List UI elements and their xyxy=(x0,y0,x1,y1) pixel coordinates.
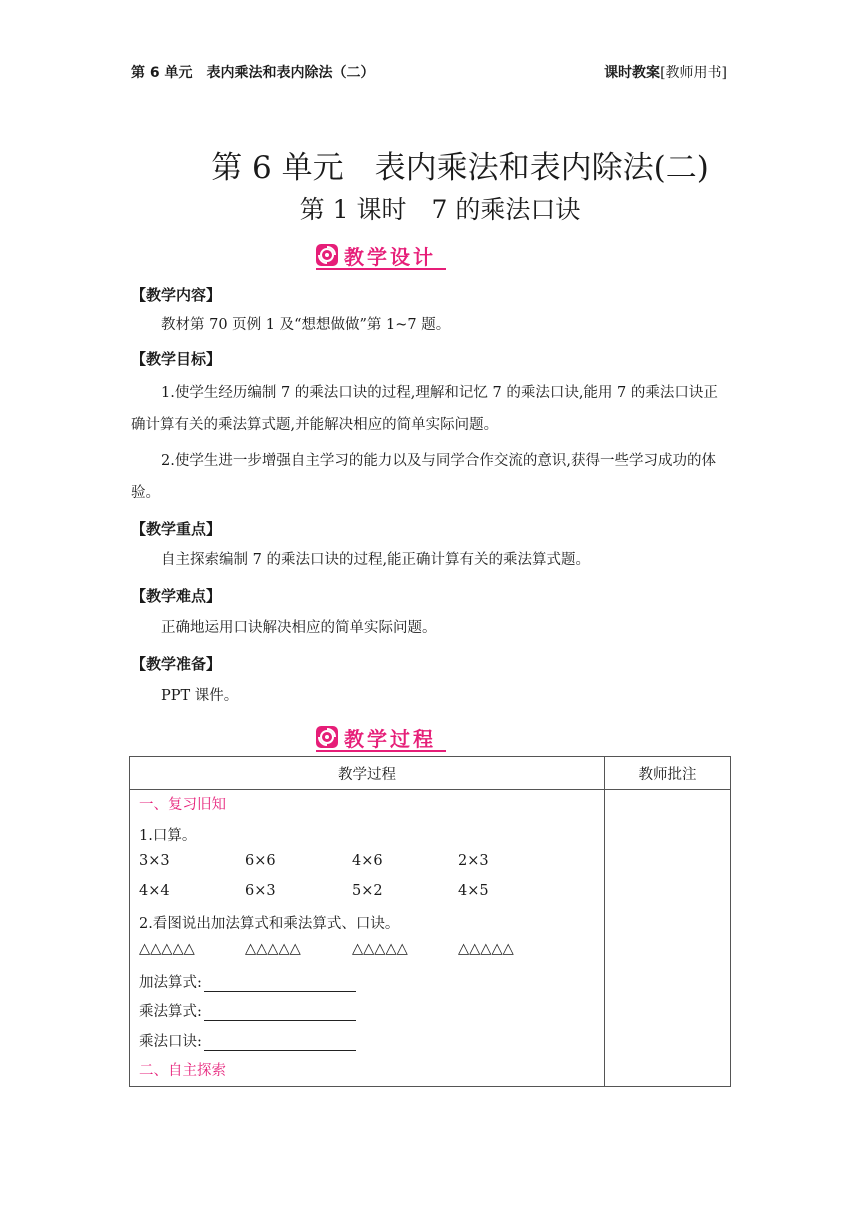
question-picture: 2.看图说出加法算式和乘法算式、口诀。 xyxy=(139,916,400,932)
banner-underline xyxy=(316,750,446,752)
difficulty-text: 正确地运用口诀解决相应的简单实际问题。 xyxy=(161,620,437,636)
multiplication-label: 乘法算式: xyxy=(139,1004,202,1020)
calc-item: 6×6 xyxy=(245,853,276,869)
triangle-group: △△△△△ xyxy=(352,941,408,957)
unit-title: 第 6 单元 表内乘法和表内除法(二) xyxy=(211,150,709,186)
preparation-text: PPT 课件。 xyxy=(161,688,239,704)
pinwheel-logo-icon xyxy=(316,244,338,266)
rhyme-label: 乘法口诀: xyxy=(139,1034,202,1050)
calc-item: 4×4 xyxy=(139,883,170,899)
triangle-group: △△△△△ xyxy=(139,941,195,957)
triangle-group: △△△△△ xyxy=(245,941,301,957)
goal-item-1: 1.使学生经历编制 7 的乘法口诀的过程,理解和记忆 7 的乘法口诀,能用 7 的乘法口诀正确计算有关的乘法算式题,并能解决相应的简单实际问题。 xyxy=(131,385,718,433)
banner-label: 教学设计 xyxy=(344,244,436,269)
multiplication-blank-row xyxy=(139,1000,356,1021)
question-mental-math: 1.口算。 xyxy=(139,828,197,844)
calc-item: 6×3 xyxy=(245,883,276,899)
addition-label: 加法算式: xyxy=(139,975,202,991)
calc-item: 4×5 xyxy=(458,883,489,899)
part-heading-review: 一、复习旧知 xyxy=(139,797,226,813)
multiplication-answer-blank xyxy=(204,1006,356,1021)
part-heading-explore: 二、自主探索 xyxy=(139,1063,226,1079)
header-book-title: 课时教案 xyxy=(604,65,661,81)
running-header-book xyxy=(604,62,727,82)
preparation-heading: 【教学准备】 xyxy=(131,655,222,673)
key-point-text: 自主探索编制 7 的乘法口诀的过程,能正确计算有关的乘法算式题。 xyxy=(161,552,591,568)
goal-item-2: 2.使学生进一步增强自主学习的能力以及与同学合作交流的意识,获得一些学习成功的体验。 xyxy=(131,453,716,501)
teaching-process-table xyxy=(129,756,731,1087)
calc-item: 2×3 xyxy=(458,853,489,869)
content-text: 教材第 70 页例 1 及“想想做做”第 1~7 题。 xyxy=(161,317,451,333)
content-heading: 【教学内容】 xyxy=(131,286,222,304)
running-header-unit: 第 6 单元 表内乘法和表内除法（二） xyxy=(131,65,375,81)
calc-item: 3×3 xyxy=(139,853,170,869)
pinwheel-logo-icon xyxy=(316,726,338,748)
calc-item: 4×6 xyxy=(352,853,383,869)
rhyme-blank-row xyxy=(139,1030,356,1051)
difficulty-heading: 【教学难点】 xyxy=(131,587,222,605)
column-header-process: 教学过程 xyxy=(130,757,605,790)
rhyme-answer-blank xyxy=(204,1036,356,1051)
header-book-type: [教师用书] xyxy=(660,65,727,81)
column-header-notes: 教师批注 xyxy=(605,757,731,790)
banner-label: 教学过程 xyxy=(344,726,436,751)
triangle-group: △△△△△ xyxy=(458,941,514,957)
goal-heading: 【教学目标】 xyxy=(131,350,222,368)
addition-answer-blank xyxy=(204,977,356,992)
key-point-heading: 【教学重点】 xyxy=(131,520,222,538)
process-cell xyxy=(130,790,605,1087)
teacher-notes-cell xyxy=(605,790,731,1087)
banner-underline xyxy=(316,268,446,270)
teaching-process-banner xyxy=(316,723,436,751)
lesson-title: 第 1 课时 7 的乘法口诀 xyxy=(299,195,581,224)
calc-item: 5×2 xyxy=(352,883,383,899)
teaching-design-banner xyxy=(316,241,436,269)
addition-blank-row xyxy=(139,971,356,992)
